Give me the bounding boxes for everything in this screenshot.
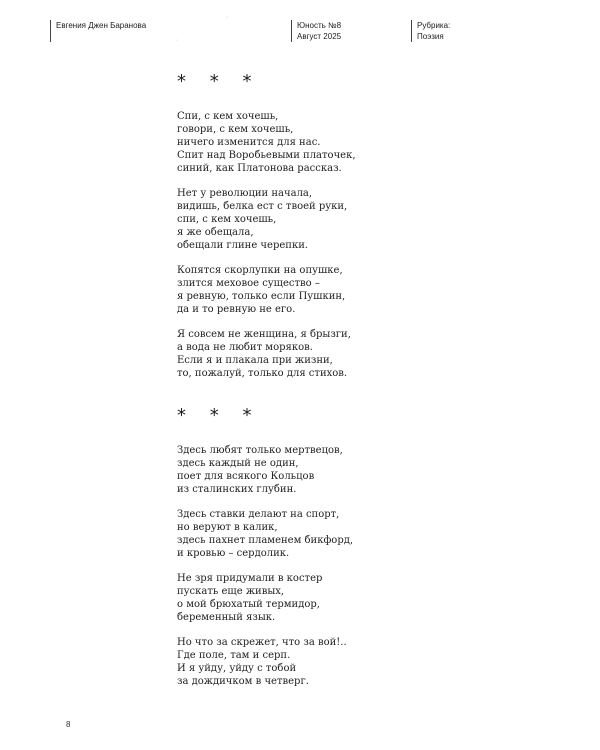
- stanza: [177, 264, 356, 316]
- poem-line: И я уйду, уйду с тобой: [177, 663, 297, 674]
- poem-line: здесь каждый не один,: [177, 458, 299, 469]
- poem-line: из сталинских глубин.: [177, 484, 297, 495]
- header-rubric: [417, 20, 450, 42]
- poem-line: спи, с кем хочешь,: [177, 214, 277, 225]
- rubric-value: Поэзия: [417, 32, 444, 41]
- poem-line: но веруют в калик,: [177, 522, 278, 533]
- stanza: [177, 444, 353, 496]
- rubric-label: Рубрика:: [417, 21, 451, 30]
- stanza: [177, 187, 356, 252]
- stanza: [177, 508, 353, 560]
- stanza: [177, 636, 353, 688]
- issue-number: Юность №8: [297, 21, 342, 30]
- poem-line: Спи, с кем хочешь,: [177, 111, 279, 122]
- poem-line: Я совсем не женщина, я брызги,: [177, 329, 351, 340]
- poem-line: Если я и плакала при жизни,: [177, 355, 333, 366]
- poem-1: [177, 72, 356, 392]
- poem-line: говори, с кем хочешь,: [177, 124, 294, 135]
- poem-line: Не зря придумали в костер: [177, 573, 323, 584]
- poem-line: да и то ревную не его.: [177, 304, 296, 315]
- poem-line: Здесь любят только мертвецов,: [177, 445, 343, 456]
- poem-2: [177, 406, 353, 700]
- header-divider: [291, 20, 292, 42]
- poem-line: я ревную, только если Пушкин,: [177, 291, 346, 302]
- poem-line: обещали глине черепки.: [177, 240, 309, 251]
- poem-line: Нет у революции начала,: [177, 188, 313, 199]
- poem-line: за дождичком в четверг.: [177, 676, 309, 687]
- stanza: [177, 110, 356, 175]
- poem-line: то, пожалуй, только для стихов.: [177, 368, 348, 379]
- poem-line: поет для всякого Кольцов: [177, 471, 315, 482]
- poem-line: я же обещала,: [177, 227, 254, 238]
- decorative-dot: ·: [226, 15, 228, 21]
- stanza: [177, 572, 353, 624]
- page-number: 8: [66, 720, 71, 729]
- poem-line: злится меховое существо –: [177, 278, 320, 289]
- header-author: [56, 20, 146, 31]
- poem-line: и кровью – сердолик.: [177, 548, 290, 559]
- decorative-dot: ·: [176, 38, 178, 44]
- poem-line: здесь пахнет пламенем бикфорд,: [177, 535, 354, 546]
- header-divider: [50, 20, 51, 42]
- poem-line: ничего изменится для нас.: [177, 137, 321, 148]
- poem-line: о мой брюхатый термидор,: [177, 599, 320, 610]
- poem-line: а вода не любит моряков.: [177, 342, 313, 353]
- poem-marker: * * *: [177, 405, 261, 426]
- header-divider: [411, 20, 412, 42]
- poem-line: Где поле, там и серп.: [177, 650, 291, 661]
- poem-line: синий, как Платонова рассказ.: [177, 163, 342, 174]
- poem-line: видишь, белка ест с твоей руки,: [177, 201, 348, 212]
- stanza: [177, 328, 356, 380]
- poem-line: Но что за скрежет, что за вой!..: [177, 637, 347, 648]
- poem-line: беременный язык.: [177, 612, 276, 623]
- poem-line: Здесь ставки делают на спорт,: [177, 509, 340, 520]
- poem-line: пускать еще живых,: [177, 586, 285, 597]
- poem-line: Копятся скорлупки на опушке,: [177, 265, 343, 276]
- issue-date: Август 2025: [297, 32, 342, 41]
- poem-line: Спит над Воробьевыми платочек,: [177, 150, 356, 161]
- author-name: Евгения Джен Баранова: [56, 21, 147, 30]
- header-issue: [297, 20, 341, 42]
- poem-marker: * * *: [177, 71, 261, 92]
